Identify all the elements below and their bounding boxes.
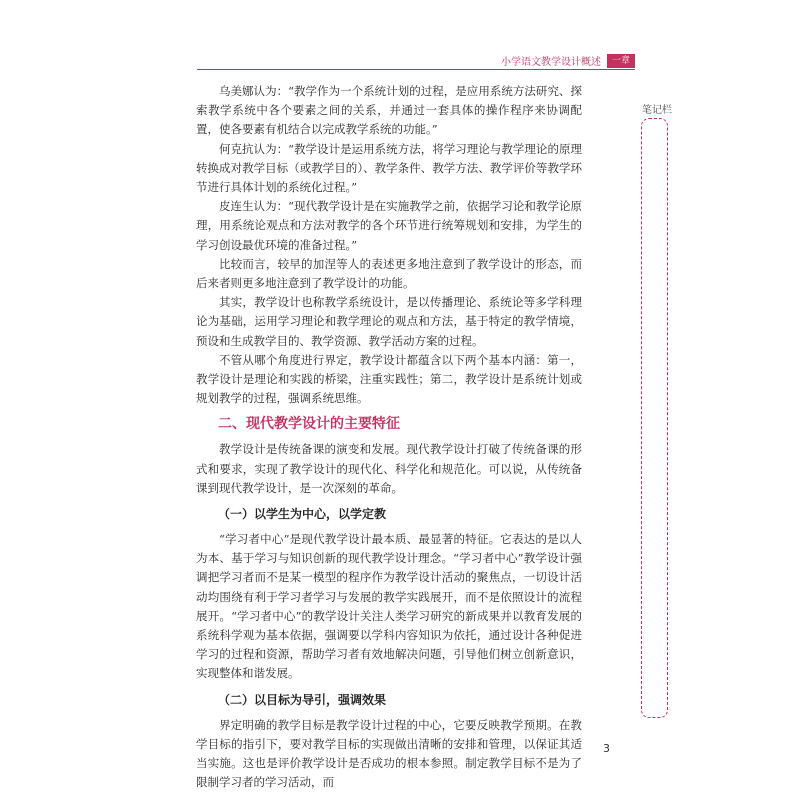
header-rule: [197, 69, 635, 70]
paragraph-9: 界定明确的教学目标是教学设计过程的中心，它要反映教学预期。在教学目标的指引下，要对教学目标的实现做出清晰的安排和管理，以保证其适当实施。这也是评价教学设计是否成功的根本参照。制定教学目标不是为了限制学习者的学习活动，而: [196, 717, 582, 790]
section-heading: 二、现代教学设计的主要特征: [218, 416, 400, 433]
paragraph-6: 不管从哪个角度进行界定，教学设计都蕴含以下两个基本内涵：第一，教学设计是理论和实践的桥梁，注重实践性；第二，教学设计是系统计划或规划教学的过程，强调系统思维。: [196, 352, 582, 406]
header-title: 小学语文教学设计概述: [500, 57, 601, 68]
notes-label: 笔记栏: [642, 105, 672, 116]
paragraph-1: 乌美娜认为：“教学作为一个系统计划的过程，是应用系统方法研究、探索教学系统中各个要素之间的关系，并通过一套具体的操作程序来协调配置，使各要素有机结合以完成教学系统的功能。”: [196, 84, 582, 137]
page-number: 3: [603, 742, 610, 755]
paragraph-5: 其实，教学设计也称教学系统设计，是以传播理论、系统论等多学科理论为基础，运用学习理论和教学理论的观点和方法，基于特定的教学情境，预设和生成教学目的、教学资源、教学活动方案的过程。: [196, 295, 582, 348]
paragraph-3: 皮连生认为：“现代教学设计是在实施教学之前，依据学习论和教学论原理，用系统论观点和方法对教学的各个环节进行统筹规划和安排，为学生的学习创设最优环境的准备过程。”: [196, 199, 582, 252]
paragraph-8: “学习者中心”是现代教学设计最本质、最显著的特征。它表达的是以人为本、基于学习与知识创新的现代教学设计理念。“学习者中心”教学设计强调把学习者而不是某一模型的程序作为教学设计活动的聚焦点，一切设计活动均围绕有利于学习者学习与发展的教学实践展开，而不是依照设计的流程展开。“学习者中心”的教学设计关注人类学习研究的新成果并以教育发展的系统科学观为基本依据，强调要以学科内容知识为依托，通过设计各种促进学习的过程和资源，帮助学习者有效地解决问题，引导他们树立创新意识，实现整体和谐发展。: [196, 532, 582, 681]
paragraph-7: 教学设计是传统备课的演变和发展。现代教学设计打破了传统备课的形式和要求，实现了教学设计的现代化、科学化和规范化。可以说，从传统备课到现代教学设计，是一次深刻的革命。: [196, 442, 582, 495]
notes-box: [641, 118, 668, 718]
subsection-heading-2: （二）以目标为导引，强调效果: [218, 692, 387, 707]
main-content: [196, 82, 582, 793]
running-header: [501, 53, 635, 68]
chapter-badge: 一章: [607, 54, 635, 68]
paragraph-2: 何克抗认为：“教学设计是运用系统方法，将学习理论与教学理论的原理转换成对教学目标（或教学目的）、教学条件、教学方法、教学评价等教学环节进行具体计划的系统化过程。”: [196, 141, 582, 195]
subsection-heading-1: （一）以学生为中心，以学定教: [218, 507, 387, 522]
paragraph-4: 比较而言，较早的加涅等人的表述更多地注意到了教学设计的形态，而后来者则更多地注意到了教学设计的功能。: [196, 256, 582, 291]
